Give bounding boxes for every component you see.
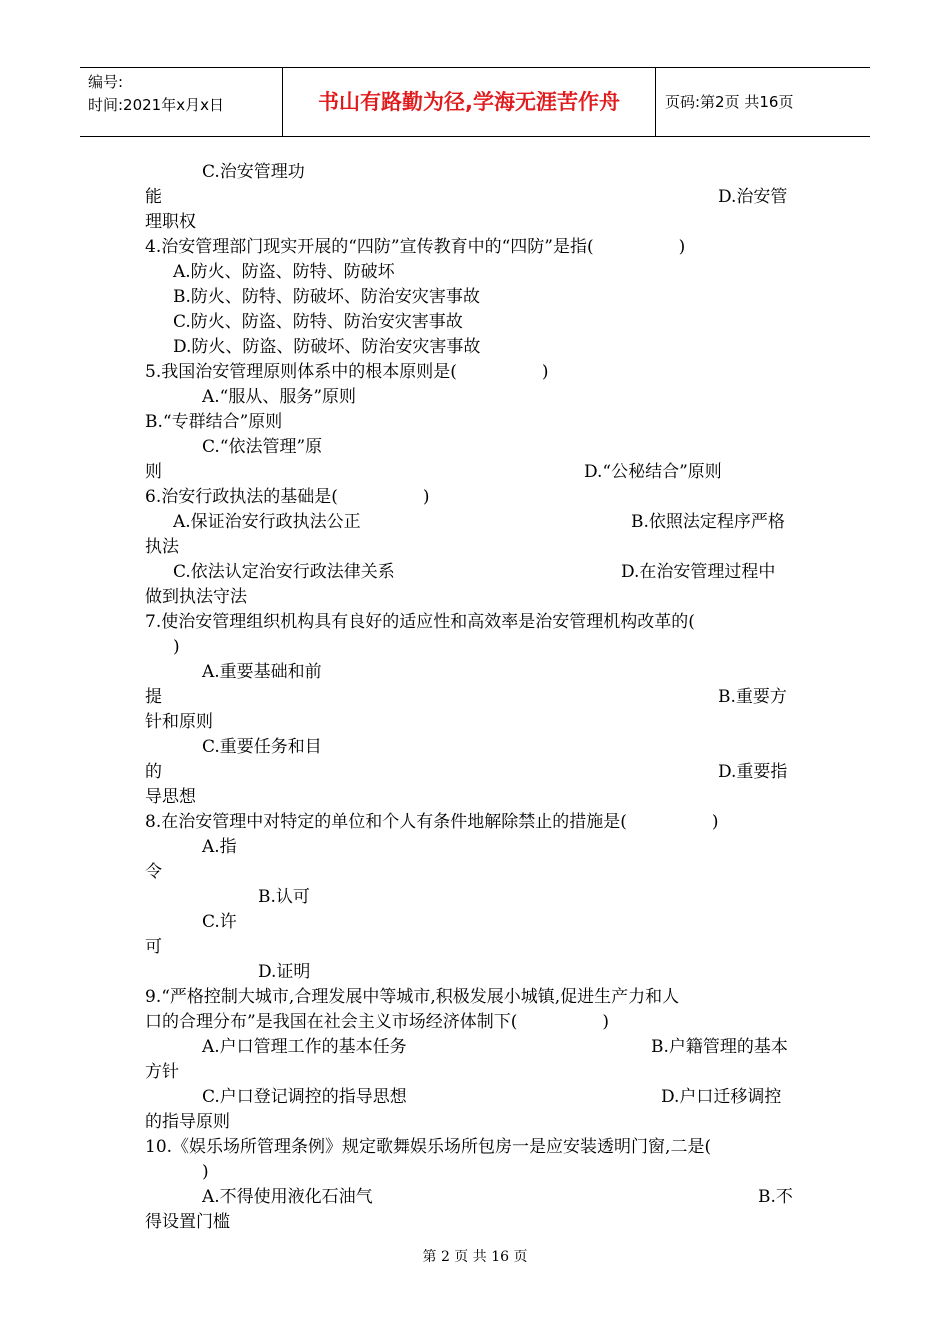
text-line: 导思想 [145, 787, 196, 807]
text-line: D.户口迁移调控 [661, 1087, 782, 1107]
time-label: 时间:2021年x月x日 [88, 96, 224, 114]
question-8: 8.在治安管理中对特定的单位和个人有条件地解除禁止的措施是( ) [145, 812, 719, 832]
header-motto: 书山有路勤为径,学海无涯苦作舟 [318, 90, 620, 114]
text-line: 可 [145, 937, 162, 957]
text-line: B.认可 [258, 887, 310, 907]
text-line: ) [173, 637, 180, 657]
text-line: C.依法认定治安行政法律关系 [173, 562, 395, 582]
text-line: D.治安管 [718, 187, 788, 207]
text-line: 的 [145, 762, 162, 782]
text-line: B.防火、防特、防破坏、防治安灾害事故 [173, 287, 480, 307]
text-line: 口的合理分布”是我国在社会主义市场经济体制下( ) [145, 1012, 609, 1032]
text-line: 做到执法守法 [145, 587, 247, 607]
text-line: 则 [145, 462, 162, 482]
text-line: 的指导原则 [145, 1112, 230, 1132]
text-line: C.户口登记调控的指导思想 [202, 1087, 407, 1107]
header-page-info: 页码:第2页 共16页 [665, 93, 794, 111]
text-line: A.指 [202, 837, 237, 857]
text-line: B.依照法定程序严格 [631, 512, 785, 532]
text-line: 执法 [145, 537, 179, 557]
text-line: A.“服从、服务”原则 [202, 387, 357, 407]
text-line: 方针 [145, 1062, 179, 1082]
page-footer: 第 2 页 共 16 页 [422, 1249, 528, 1265]
text-line: B.不 [758, 1187, 793, 1207]
number-label: 编号: [88, 73, 124, 91]
text-line: 能 [145, 187, 162, 207]
text-line: A.户口管理工作的基本任务 [202, 1037, 407, 1057]
text-line: D.证明 [258, 962, 311, 982]
question-5: 5.我国治安管理原则体系中的根本原则是( ) [145, 362, 549, 382]
text-line: C.防火、防盗、防特、防治安灾害事故 [173, 312, 463, 332]
text-line: 针和原则 [145, 712, 213, 732]
text-line: 提 [145, 687, 162, 707]
text-line: B.“专群结合”原则 [145, 412, 283, 432]
text-line: B.重要方 [718, 687, 787, 707]
text-line: C.重要任务和目 [202, 737, 322, 757]
text-line: C.许 [202, 912, 237, 932]
text-line: 得设置门槛 [145, 1212, 230, 1232]
text-line: D.“公秘结合”原则 [584, 462, 722, 482]
text-line: A.不得使用液化石油气 [202, 1187, 373, 1207]
text-line: C.“依法管理”原 [202, 437, 323, 457]
text-line: 令 [145, 862, 162, 882]
text-line: B.户籍管理的基本 [651, 1037, 788, 1057]
text-line: A.防火、防盗、防特、防破坏 [173, 262, 395, 282]
header-divider [655, 68, 656, 136]
question-9: 9.“严格控制大城市,合理发展中等城市,积极发展小城镇,促进生产力和人 [145, 987, 680, 1007]
question-6: 6.治安行政执法的基础是( ) [145, 487, 430, 507]
text-line: D.重要指 [718, 762, 788, 782]
question-10: 10.《娱乐场所管理条例》规定歌舞娱乐场所包房一是应安装透明门窗,二是( [145, 1137, 712, 1157]
text-line: A.重要基础和前 [202, 662, 322, 682]
question-4: 4.治安管理部门现实开展的“四防”宣传教育中的“四防”是指( ) [145, 237, 686, 257]
text-line: D.在治安管理过程中 [621, 562, 776, 582]
question-7: 7.使治安管理组织机构具有良好的适应性和高效率是治安管理机构改革的( [145, 612, 695, 632]
text-line: A.保证治安行政执法公正 [173, 512, 361, 532]
text-line: 理职权 [145, 212, 196, 232]
text-line: ) [202, 1162, 209, 1182]
text-line: D.防火、防盗、防破坏、防治安灾害事故 [173, 337, 481, 357]
text-line: C.治安管理功 [202, 162, 305, 182]
header-meta [88, 71, 224, 117]
page-header [80, 67, 870, 137]
